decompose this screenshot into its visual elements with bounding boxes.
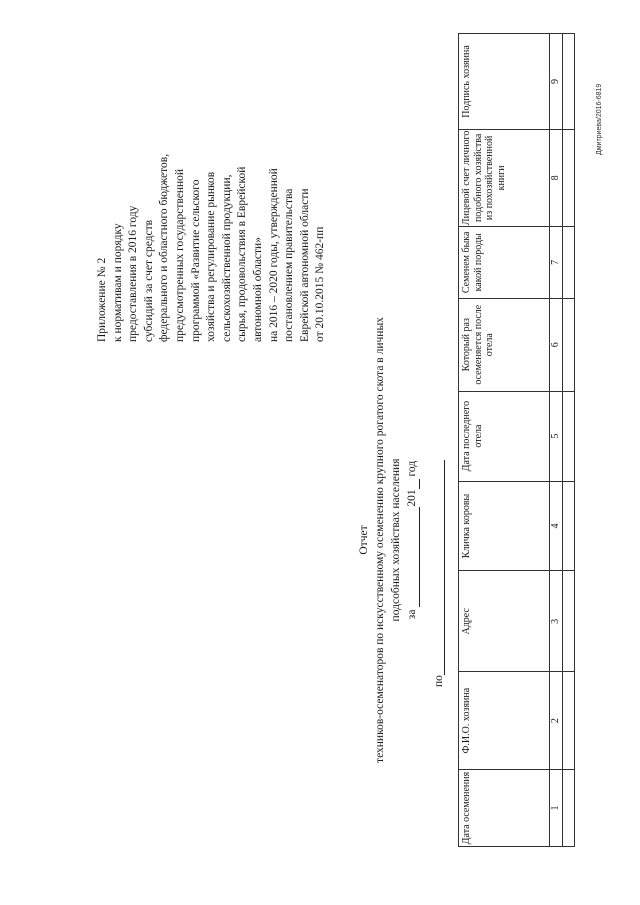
appendix-line: предусмотренных государственной (173, 168, 186, 342)
table-cell (563, 298, 575, 391)
col-header-owner-name: Ф.И.О. хозяина (459, 672, 550, 770)
table-empty-row (563, 34, 575, 847)
report-title: Отчет (358, 525, 370, 555)
appendix-line: Приложение № 2 (96, 257, 108, 342)
table-cell (563, 481, 575, 571)
appendix-line: на 2016 – 2020 годы, утвержденной (267, 168, 280, 342)
appendix-line: субсидий за счет средств (142, 219, 155, 342)
col-number: 2 (550, 672, 563, 770)
po-label: по (433, 675, 445, 687)
po-blank (432, 460, 445, 675)
appendix-line: сельскохозяйственной продукции, (220, 174, 233, 342)
appendix-line: хозяйства и регулирование рынков (205, 171, 218, 342)
col-number: 6 (550, 298, 563, 391)
appendix-line: от 20.10.2015 № 462-пп (314, 226, 327, 342)
table-cell (563, 129, 575, 226)
table-cell (563, 571, 575, 672)
col-header-insemination-date: Дата осеменения (459, 770, 550, 847)
table-cell (563, 770, 575, 847)
appendix-block (95, 22, 329, 342)
report-subtitle-line1: техников-осеменаторов по искусственному осеменению крупного рогатого скота в личных (374, 317, 386, 763)
col-number: 7 (550, 226, 563, 298)
appendix-line: Еврейской автономной области (298, 188, 311, 342)
appendix-line: сырья, продовольствия в Еврейской (236, 166, 249, 342)
po-line (432, 437, 445, 687)
appendix-line: программой «Развитие сельского (189, 179, 202, 342)
appendix-line: предоставления в 2016 году (127, 205, 140, 342)
col-number: 5 (550, 391, 563, 481)
period-blank (407, 507, 420, 607)
table-cell (563, 34, 575, 130)
document-stamp: Дмитриева/2016-6819 (596, 83, 603, 155)
col-header-last-calving-date: Дата последнего отела (459, 391, 550, 481)
col-header-address: Адрес (459, 571, 550, 672)
col-number: 1 (550, 770, 563, 847)
col-header-insemination-count: Который раз осеменяется после отела (459, 298, 550, 391)
col-number: 3 (550, 571, 563, 672)
table-number-row (550, 34, 563, 847)
table-cell (563, 226, 575, 298)
table-cell (563, 672, 575, 770)
col-header-owner-signature: Подпись хозяина (459, 34, 550, 130)
period-year-blank (407, 479, 420, 489)
report-table (458, 33, 575, 847)
col-number: 8 (550, 129, 563, 226)
col-number: 9 (550, 34, 563, 130)
appendix-line: к нормативам и порядку (111, 223, 124, 342)
table-header-row (459, 34, 550, 847)
appendix-line: автономной области» (251, 237, 264, 342)
appendix-line: федерального и областного бюджетов, (158, 153, 171, 342)
report-title-block (356, 305, 420, 775)
col-header-cow-name: Кличка коровы (459, 481, 550, 571)
col-header-account: Лицевой счет личного подобного хозяйства из похозяйственной книги (459, 129, 550, 226)
period-suffix: год (406, 460, 418, 477)
appendix-line: постановлением правительства (283, 188, 296, 342)
table-cell (563, 391, 575, 481)
period-year: 201 (406, 489, 418, 507)
report-subtitle-line2: подсобных хозяйствах населения (390, 458, 402, 622)
col-header-bull-breed: Семенем быка какой породы (459, 226, 550, 298)
col-number: 4 (550, 481, 563, 571)
report-period (404, 305, 420, 775)
period-prefix: за (406, 609, 418, 620)
